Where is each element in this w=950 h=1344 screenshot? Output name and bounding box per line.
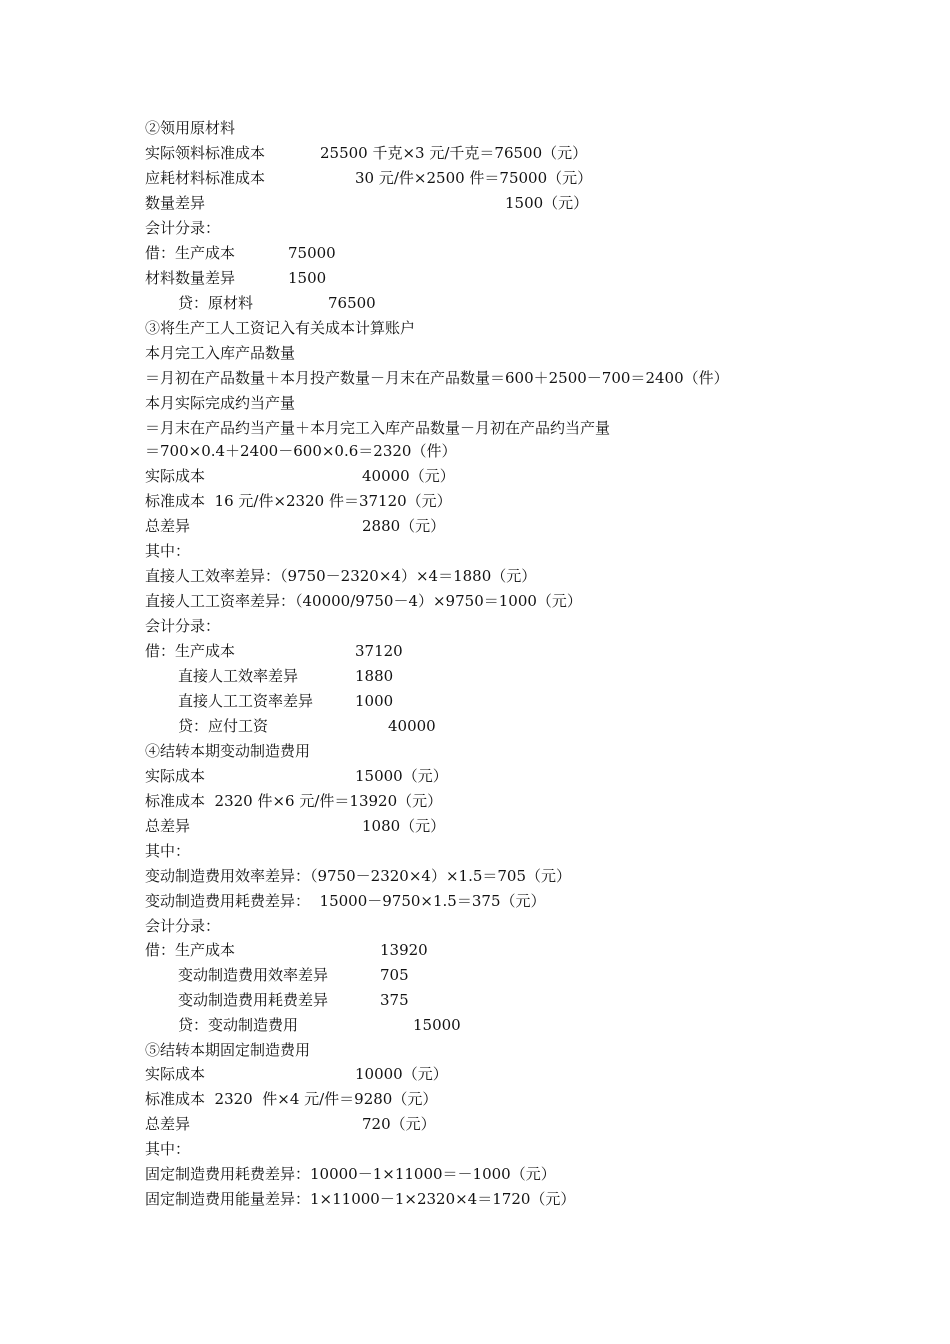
line-value: 15000（元） bbox=[355, 767, 448, 785]
line-value: 1500（元） bbox=[505, 194, 589, 212]
line-label: 总差异 bbox=[145, 1115, 191, 1133]
line-label: ②领用原材料 bbox=[145, 119, 236, 137]
line-label: 会计分录： bbox=[145, 219, 221, 237]
line-label: 直接人工工资率差异：（40000/9750－4）×9750＝1000（元） bbox=[145, 592, 582, 610]
line-label: 变动制造费用效率差异：（9750－2320×4）×1.5＝705（元） bbox=[145, 867, 572, 885]
line-value: 37120 bbox=[355, 642, 403, 660]
line-label: 本月实际完成约当产量 bbox=[145, 394, 296, 412]
line-value: 2880（元） bbox=[362, 517, 446, 535]
line-label: 直接人工效率差异 bbox=[178, 667, 299, 685]
line-label: 标准成本 16 元/件×2320 件＝37120（元） bbox=[145, 492, 452, 510]
line-value: 10000（元） bbox=[355, 1065, 448, 1083]
line-label: 直接人工工资率差异 bbox=[178, 692, 314, 710]
line-value: 1500 bbox=[288, 269, 327, 287]
line-label: ＝月末在产品约当产量＋本月完工入库产品数量－月初在产品约当产量 bbox=[145, 419, 611, 437]
line-value: 40000（元） bbox=[362, 467, 455, 485]
line-label: 实际成本 bbox=[145, 1065, 206, 1083]
line-label: 材料数量差异 bbox=[145, 269, 236, 287]
line-value: 375 bbox=[380, 991, 409, 1009]
line-label: 应耗材料标准成本 bbox=[145, 169, 266, 187]
line-label: 其中： bbox=[145, 542, 191, 560]
line-label: 贷：应付工资 bbox=[178, 717, 269, 735]
line-value: 1000 bbox=[355, 692, 394, 710]
line-value: 13920 bbox=[380, 941, 428, 959]
line-label: 变动制造费用效率差异 bbox=[178, 966, 329, 984]
line-label: 借：生产成本 bbox=[145, 642, 236, 660]
line-label: 其中： bbox=[145, 1140, 191, 1158]
line-label: 变动制造费用耗费差异： 15000－9750×1.5＝375（元） bbox=[145, 892, 546, 910]
line-label: 实际领料标准成本 bbox=[145, 144, 266, 162]
line-label: 会计分录： bbox=[145, 917, 221, 935]
line-label: 贷：原材料 bbox=[178, 294, 254, 312]
line-label: 固定制造费用耗费差异：10000－1×11000＝－1000（元） bbox=[145, 1165, 556, 1183]
line-label: 会计分录： bbox=[145, 617, 221, 635]
line-label: 贷：变动制造费用 bbox=[178, 1016, 299, 1034]
line-value: 15000 bbox=[413, 1016, 461, 1034]
line-label: 变动制造费用耗费差异 bbox=[178, 991, 329, 1009]
line-label: 实际成本 bbox=[145, 767, 206, 785]
line-value: 720（元） bbox=[362, 1115, 436, 1133]
line-label: 标准成本 2320 件×6 元/件＝13920（元） bbox=[145, 792, 443, 810]
line-label: ＝700×0.4＋2400－600×0.6＝2320（件） bbox=[145, 442, 457, 460]
line-label: 直接人工效率差异：（9750－2320×4）×4＝1880（元） bbox=[145, 567, 537, 585]
line-label: 总差异 bbox=[145, 517, 191, 535]
line-label: 实际成本 bbox=[145, 467, 206, 485]
line-value: 76500 bbox=[328, 294, 376, 312]
line-label: ⑤结转本期固定制造费用 bbox=[145, 1041, 311, 1059]
line-value: 30 元/件×2500 件＝75000（元） bbox=[355, 169, 593, 187]
line-label: 其中： bbox=[145, 842, 191, 860]
line-value: 25500 千克×3 元/千克＝76500（元） bbox=[320, 144, 588, 162]
line-label: 借：生产成本 bbox=[145, 941, 236, 959]
line-label: 固定制造费用能量差异：1×11000－1×2320×4＝1720（元） bbox=[145, 1190, 576, 1208]
line-label: 总差异 bbox=[145, 817, 191, 835]
line-label: ③将生产工人工资记入有关成本计算账户 bbox=[145, 319, 416, 337]
line-label: ④结转本期变动制造费用 bbox=[145, 742, 311, 760]
line-value: 1080（元） bbox=[362, 817, 446, 835]
line-value: 40000 bbox=[388, 717, 436, 735]
line-label: 标准成本 2320 件×4 元/件＝9280（元） bbox=[145, 1090, 438, 1108]
line-value: 75000 bbox=[288, 244, 336, 262]
line-label: 借：生产成本 bbox=[145, 244, 236, 262]
line-label: 数量差异 bbox=[145, 194, 206, 212]
line-label: 本月完工入库产品数量 bbox=[145, 344, 296, 362]
line-value: 705 bbox=[380, 966, 409, 984]
line-label: ＝月初在产品数量＋本月投产数量－月末在产品数量＝600＋2500－700＝2400（件） bbox=[145, 369, 729, 387]
line-value: 1880 bbox=[355, 667, 394, 685]
